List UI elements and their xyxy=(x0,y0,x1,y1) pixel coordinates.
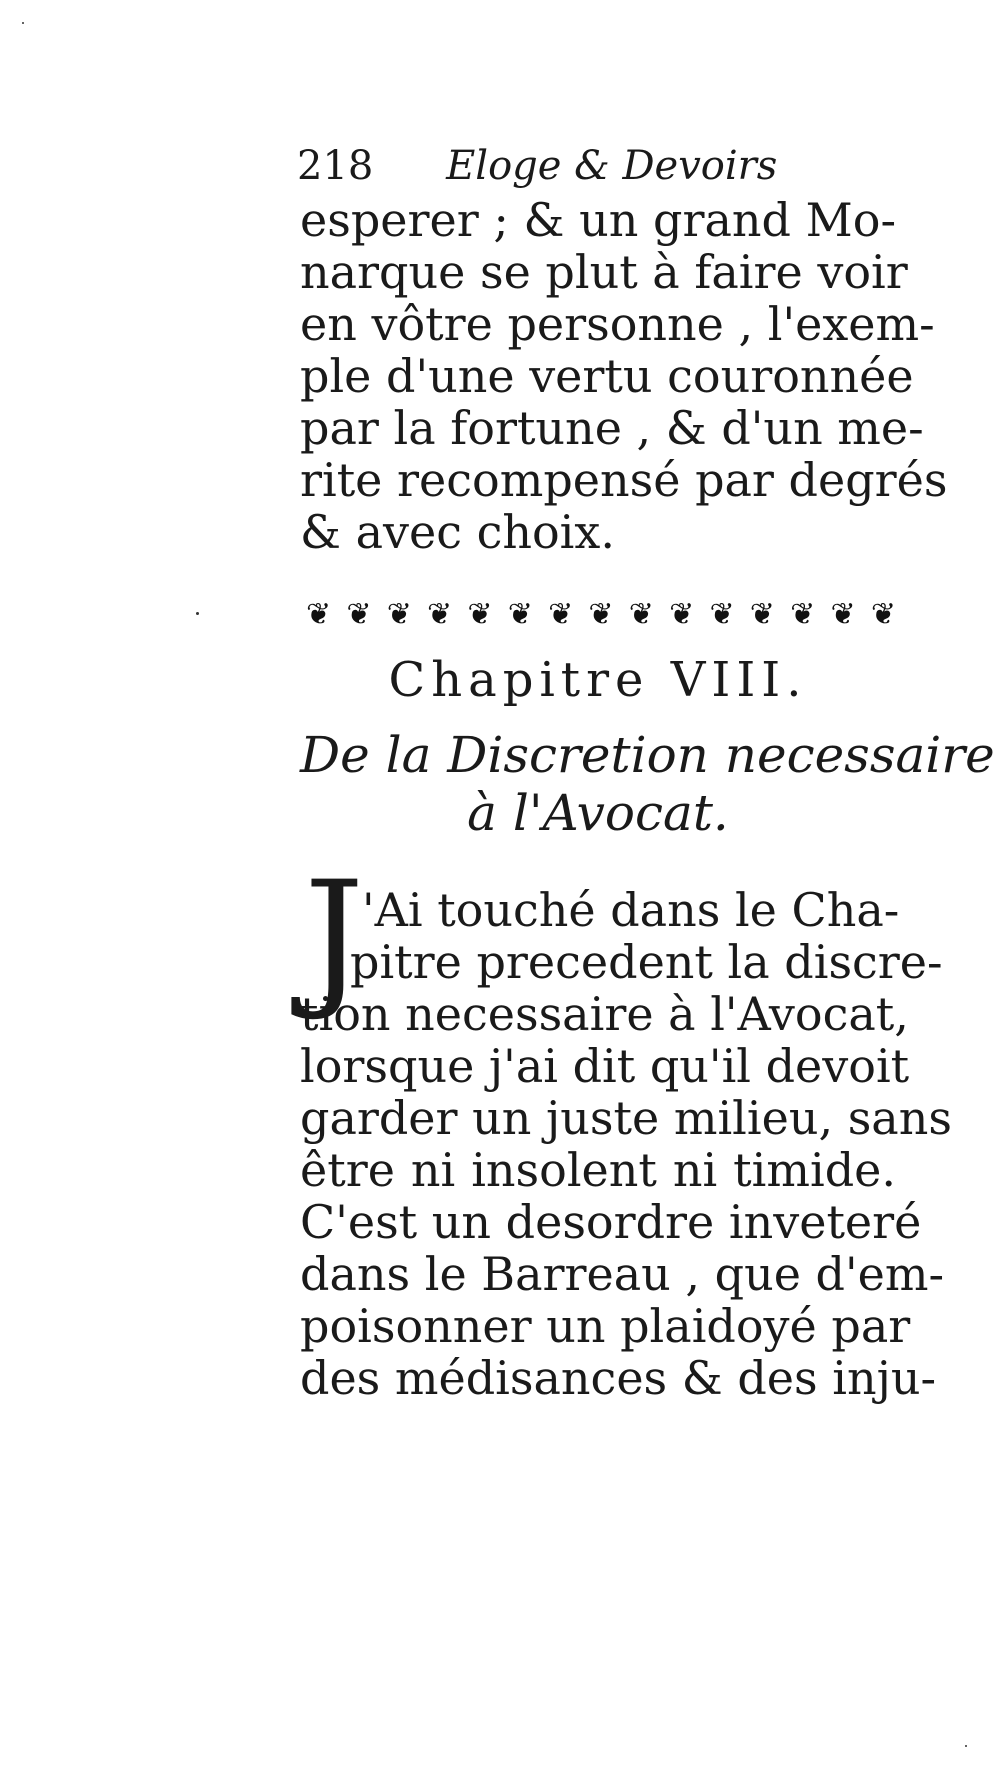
text-line: tion necessaire à l'Avocat, xyxy=(300,987,909,1041)
text-line: en vôtre personne , l'exem- xyxy=(300,297,935,351)
running-header xyxy=(297,142,777,190)
drop-cap: J xyxy=(304,850,365,1024)
page-number: 218 xyxy=(297,143,374,189)
running-title: Eloge & Devoirs xyxy=(446,143,778,189)
fleuron-icon: ❦ xyxy=(628,596,654,632)
text-line: C'est un desordre inveteré xyxy=(300,1195,922,1249)
fleuron-icon: ❦ xyxy=(306,596,332,632)
ink-speck xyxy=(196,612,199,615)
text-line: poisonner un plaidoyé par xyxy=(300,1299,911,1353)
fleuron-icon: ❦ xyxy=(346,596,372,632)
fleuron-ornament-band xyxy=(306,594,896,634)
fleuron-icon: ❦ xyxy=(709,596,735,632)
fleuron-icon: ❦ xyxy=(669,596,695,632)
fleuron-icon: ❦ xyxy=(749,596,775,632)
fleuron-icon: ❦ xyxy=(467,596,493,632)
chapter-subtitle-line1: De la Discretion necessaire xyxy=(300,726,995,784)
text-line: être ni insolent ni timide. xyxy=(300,1143,896,1197)
fleuron-icon: ❦ xyxy=(548,596,574,632)
fleuron-icon: ❦ xyxy=(870,596,896,632)
chapter-heading: Chapitre VIII. xyxy=(388,652,808,708)
text-line: esperer ; & un grand Mo- xyxy=(300,193,896,247)
ink-speck xyxy=(22,22,24,24)
fleuron-icon: ❦ xyxy=(507,596,533,632)
text-line: lorsque j'ai dit qu'il devoit xyxy=(300,1039,910,1093)
fleuron-icon: ❦ xyxy=(830,596,856,632)
fleuron-icon: ❦ xyxy=(790,596,816,632)
fleuron-icon: ❦ xyxy=(588,596,614,632)
text-line: des médisances & des inju- xyxy=(300,1351,937,1405)
text-line: 'Ai touché dans le Cha- xyxy=(362,883,900,937)
text-line: & avec choix. xyxy=(300,505,615,559)
fleuron-icon: ❦ xyxy=(386,596,412,632)
text-line: par la fortune , & d'un me- xyxy=(300,401,924,455)
text-line: rite recompensé par degrés xyxy=(300,453,948,507)
chapter-subtitle-line2: à l'Avocat. xyxy=(467,784,729,842)
fleuron-icon: ❦ xyxy=(427,596,453,632)
text-line: narque se plut à faire voir xyxy=(300,245,908,299)
ink-speck xyxy=(965,1745,967,1747)
text-line: garder un juste milieu, sans xyxy=(300,1091,952,1145)
text-line: ple d'une vertu couronnée xyxy=(300,349,914,403)
text-line: pitre precedent la discre- xyxy=(350,935,943,989)
text-line: dans le Barreau , que d'em- xyxy=(300,1247,945,1301)
